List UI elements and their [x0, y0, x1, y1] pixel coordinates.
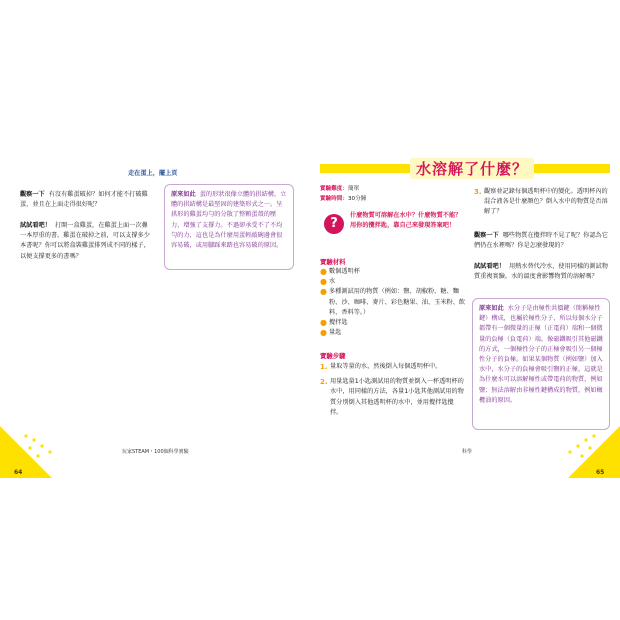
right-explain-box	[472, 298, 610, 430]
step-item: 1. 量取等量的水，然後倒入每個透明杯中。	[320, 363, 442, 371]
materials-list	[320, 267, 466, 338]
left-header: 走在蛋上，擺上頁	[128, 170, 178, 177]
try-label: 試試看吧！	[474, 263, 505, 270]
try-text: 打開一盒雞蛋，在雞蛋上面一次疊一本厚重的書。雞蛋在破掉之前，可以支撐多少本書呢？你可以將盒裝雞蛋排列成不同的樣子，以便支撐更多的書嗎？	[20, 222, 150, 260]
try-text: 用熱水替代冷水，使用同樣的測試物質重複實驗。水的溫度會影響物質的溶解嗎？	[474, 263, 608, 281]
right-corner-dots	[558, 432, 598, 472]
materials-title: 實驗材料	[320, 258, 346, 266]
observe-label: 觀察一下	[474, 232, 499, 239]
right-page	[310, 0, 620, 620]
difficulty-label: 實驗難度：	[320, 186, 348, 192]
left-footer: 玩家STEAM・100個科學實驗	[122, 449, 189, 455]
step-3: 3. 觀察並記錄每個透明杯中的變化。透明杯內的混合液各是什麼顏色？倒入水中的物質是否溶解了？	[474, 188, 608, 216]
steps-list	[320, 362, 466, 418]
observe-text: 哪些物質在攪拌時不見了呢？你認為它們仍在水裡嗎？你是怎麼發現的？	[474, 232, 608, 250]
try-label: 試試看吧！	[20, 222, 51, 229]
steps-title: 實驗步驟	[320, 352, 346, 360]
right-page-number: 65	[596, 469, 605, 476]
explain-label: 原來如此	[171, 191, 196, 198]
left-page-number: 64	[14, 469, 23, 476]
left-try	[20, 221, 150, 262]
time-value: 30分鐘	[347, 196, 367, 202]
list-item: ● 攪拌匙	[320, 318, 348, 328]
right-footer: 科學	[462, 449, 473, 455]
list-item: ● 水	[320, 277, 336, 287]
time-label: 實驗時間：	[320, 196, 348, 202]
observe-text: 有沒有雞蛋破掉？如何才能不打破雞蛋，並且在上面走得很好呢？	[20, 191, 148, 209]
left-explain-box	[164, 184, 294, 270]
list-item: ● 數個透明杯	[320, 267, 360, 276]
explain-label: 原來如此	[479, 305, 504, 312]
observe-label: 觀察一下	[20, 191, 45, 198]
right-try	[474, 262, 608, 282]
question-text: 什麼物質可溶解在水中？什麼物質不能？用你的攪拌匙，靠自己來發現答案吧！	[350, 212, 462, 230]
difficulty-value: 簡單	[347, 186, 360, 192]
question-icon: ?	[324, 214, 344, 234]
explain-text: 水分子是由極性共價鍵（簡稱極性鍵）構成，也屬於極性分子，所以每個水分子都帶有一個微量的正極（正電荷）端和一個微量的負極（負電荷）端。像磁鐵吸引其他磁鐵的方式，一個極性分子的正極會吸引另一個極性分子的負極。如果某個物質（例如鹽）加入水中，水分子的負極會吸引鹽的正極，這就是為什麼水可以溶解極性或帶電荷的物質，例如鹽；無法溶解由非極性鍵構成的物質，例如橄欖油的原因。	[479, 305, 603, 404]
explain-text: 蛋的形狀很像立體的拱結構，立體的拱結構是最堅固的建築形式之一。呈拱形的雞蛋均勻的分散了整顆蛋殼的壓力，增強了支撐力。不過卻承受不了不均勻的力，這也是為什麼用蛋輕敲碗邊會很容易破，或用腳踩來踏也容易破的原因。	[171, 191, 287, 250]
time	[320, 194, 366, 204]
step-item: 2. 用量匙量1小匙測試用的物質並倒入一杯透明杯的水中，用同樣的方法，各量1小匙其他測試用的物質分別倒入其他透明杯的水中，並用攪拌匙攪拌。	[320, 378, 464, 416]
difficulty	[320, 184, 359, 194]
left-corner-dots	[22, 432, 62, 472]
list-item: ● 多種測試用的物質（例如：鹽、胡椒粉、糖、麵粉、沙、咖啡、麥片、彩色糖果、油、玉米粉、飲料、香料等。）	[320, 287, 466, 316]
left-observe	[20, 190, 150, 210]
title-banner	[320, 158, 610, 178]
page-title: 水溶解了什麼？	[410, 158, 534, 179]
right-observe	[474, 231, 608, 251]
list-item: ● 量匙	[320, 328, 342, 338]
